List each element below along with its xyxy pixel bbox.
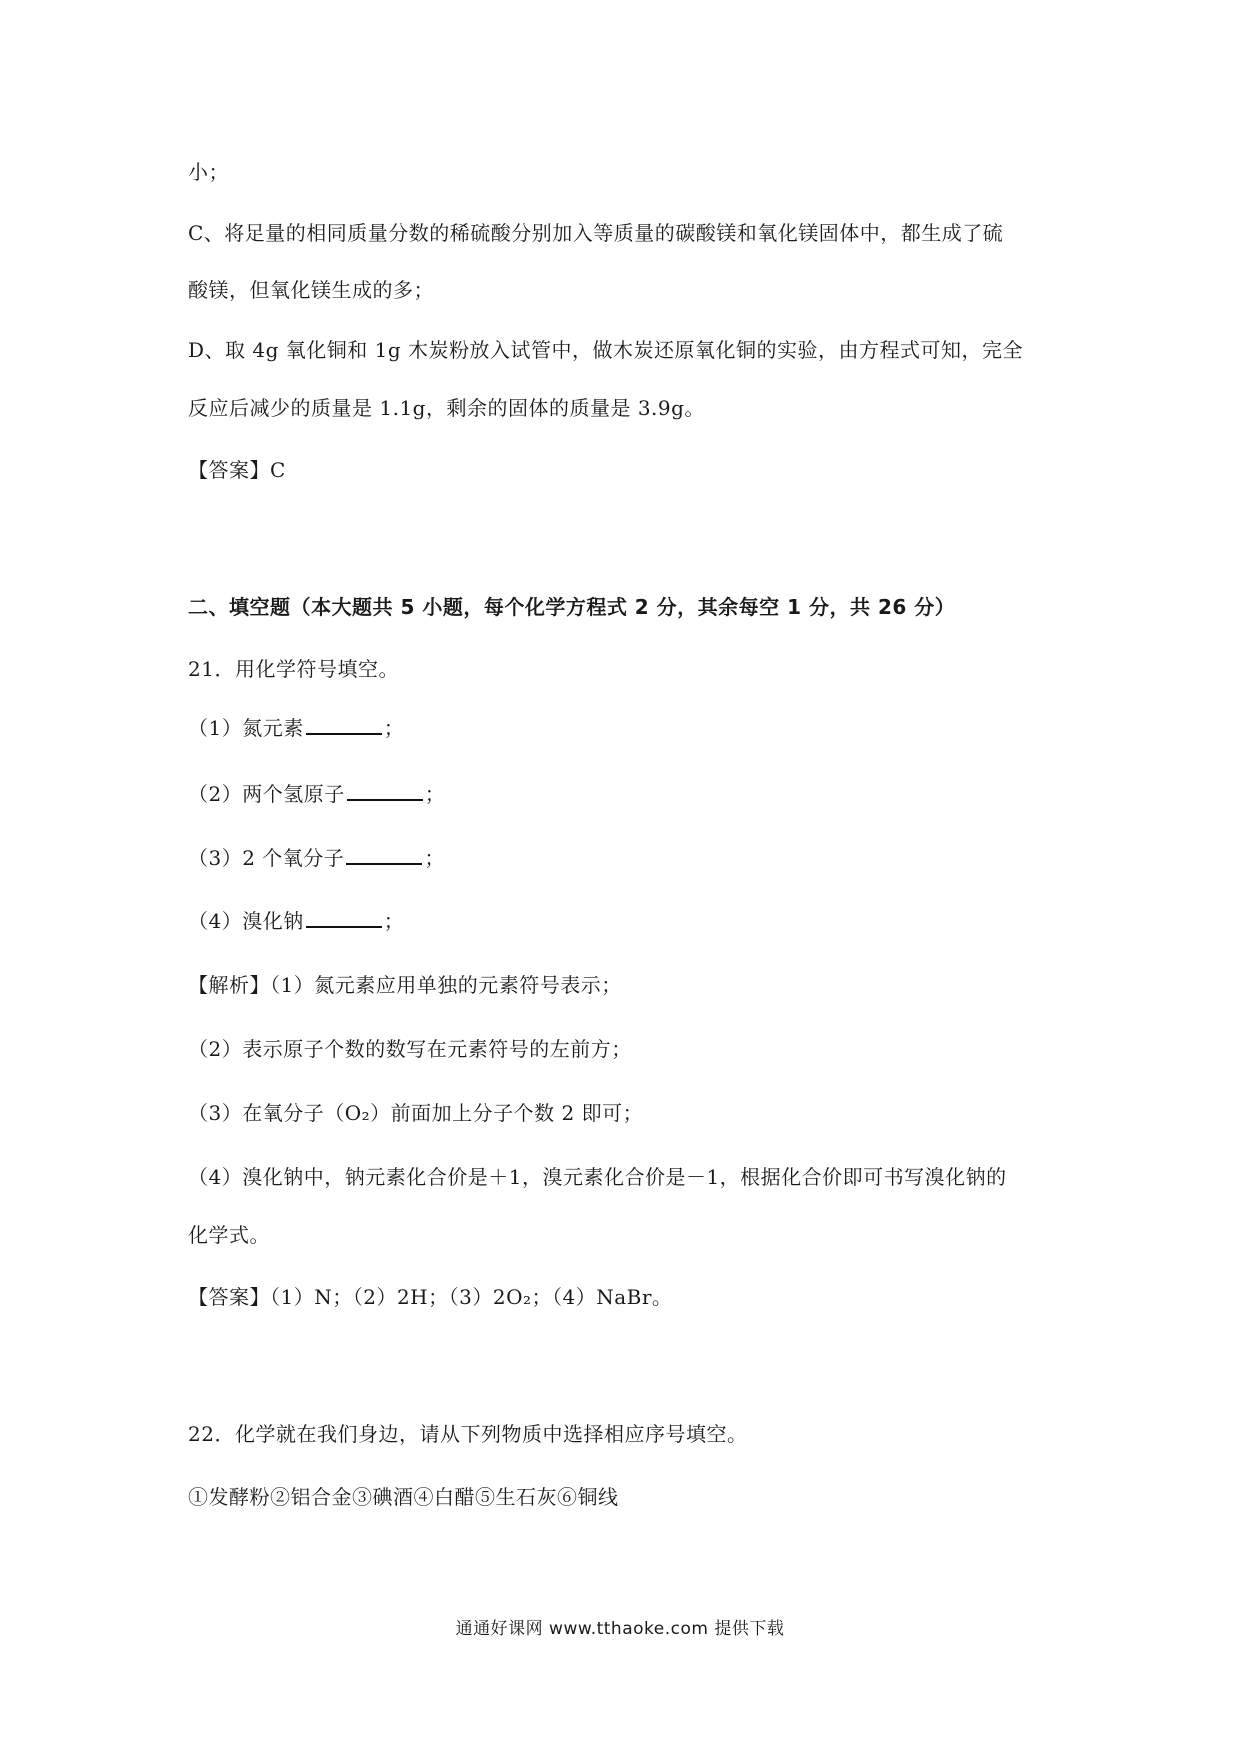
item-end: ； xyxy=(424,782,446,806)
item-label: （2）两个氢原子 xyxy=(188,782,345,806)
answer-blank xyxy=(306,906,382,928)
question-21-item-3 xyxy=(188,843,445,872)
page-footer: 通通好课网 www.tthaoke.com 提供下载 xyxy=(455,1619,785,1639)
question-21-item-1 xyxy=(188,713,404,742)
option-c-line-2: 酸镁，但氧化镁生成的多； xyxy=(188,278,434,302)
analysis-line-2: （2）表示原子个数的数写在元素符号的左前方； xyxy=(188,1037,632,1061)
item-end: ； xyxy=(424,846,445,870)
item-end: ； xyxy=(383,909,405,933)
item-label: （4）溴化钠 xyxy=(188,909,304,933)
option-c-line-1: C、将足量的相同质量分数的稀硫酸分别加入等质量的碳酸镁和氧化镁固体中，都生成了硫 xyxy=(188,221,1004,245)
answer-blank xyxy=(347,779,423,801)
section-heading: 二、填空题（本大题共 5 小题，每个化学方程式 2 分，其余每空 1 分，共 26 分） xyxy=(188,595,956,619)
answer-blank xyxy=(346,843,422,865)
item-label: （1）氮元素 xyxy=(188,716,304,740)
question-21-item-2 xyxy=(188,779,445,808)
analysis-line-1: 【解析】（1）氮元素应用单独的元素符号表示； xyxy=(188,973,622,997)
question-22-options: ①发酵粉②铝合金③碘酒④白醋⑤生石灰⑥铜线 xyxy=(188,1485,619,1509)
answer-line-21: 【答案】（1）N；（2）2H；（3）2O₂；（4）NaBr。 xyxy=(188,1285,673,1309)
item-label: （3）2 个氧分子 xyxy=(188,846,345,870)
question-22-title: 22．化学就在我们身边，请从下列物质中选择相应序号填空。 xyxy=(188,1422,748,1446)
analysis-line-5: 化学式。 xyxy=(188,1223,270,1247)
question-21-title: 21．用化学符号填空。 xyxy=(188,657,399,681)
paragraph-line: 小； xyxy=(188,160,229,184)
question-21-item-4 xyxy=(188,906,404,935)
answer-line: 【答案】C xyxy=(188,458,286,482)
option-d-line-1: D、取 4g 氧化铜和 1g 木炭粉放入试管中，做木炭还原氧化铜的实验，由方程式可知，完全 xyxy=(188,338,1024,362)
answer-blank xyxy=(306,713,382,735)
item-end: ； xyxy=(383,716,405,740)
option-d-line-2: 反应后减少的质量是 1.1g，剩余的固体的质量是 3.9g。 xyxy=(188,396,705,420)
analysis-line-3: （3）在氧分子（O₂）前面加上分子个数 2 即可； xyxy=(188,1101,644,1125)
analysis-line-4: （4）溴化钠中，钠元素化合价是＋1，溴元素化合价是－1，根据化合价即可书写溴化钠的 xyxy=(188,1165,1007,1189)
